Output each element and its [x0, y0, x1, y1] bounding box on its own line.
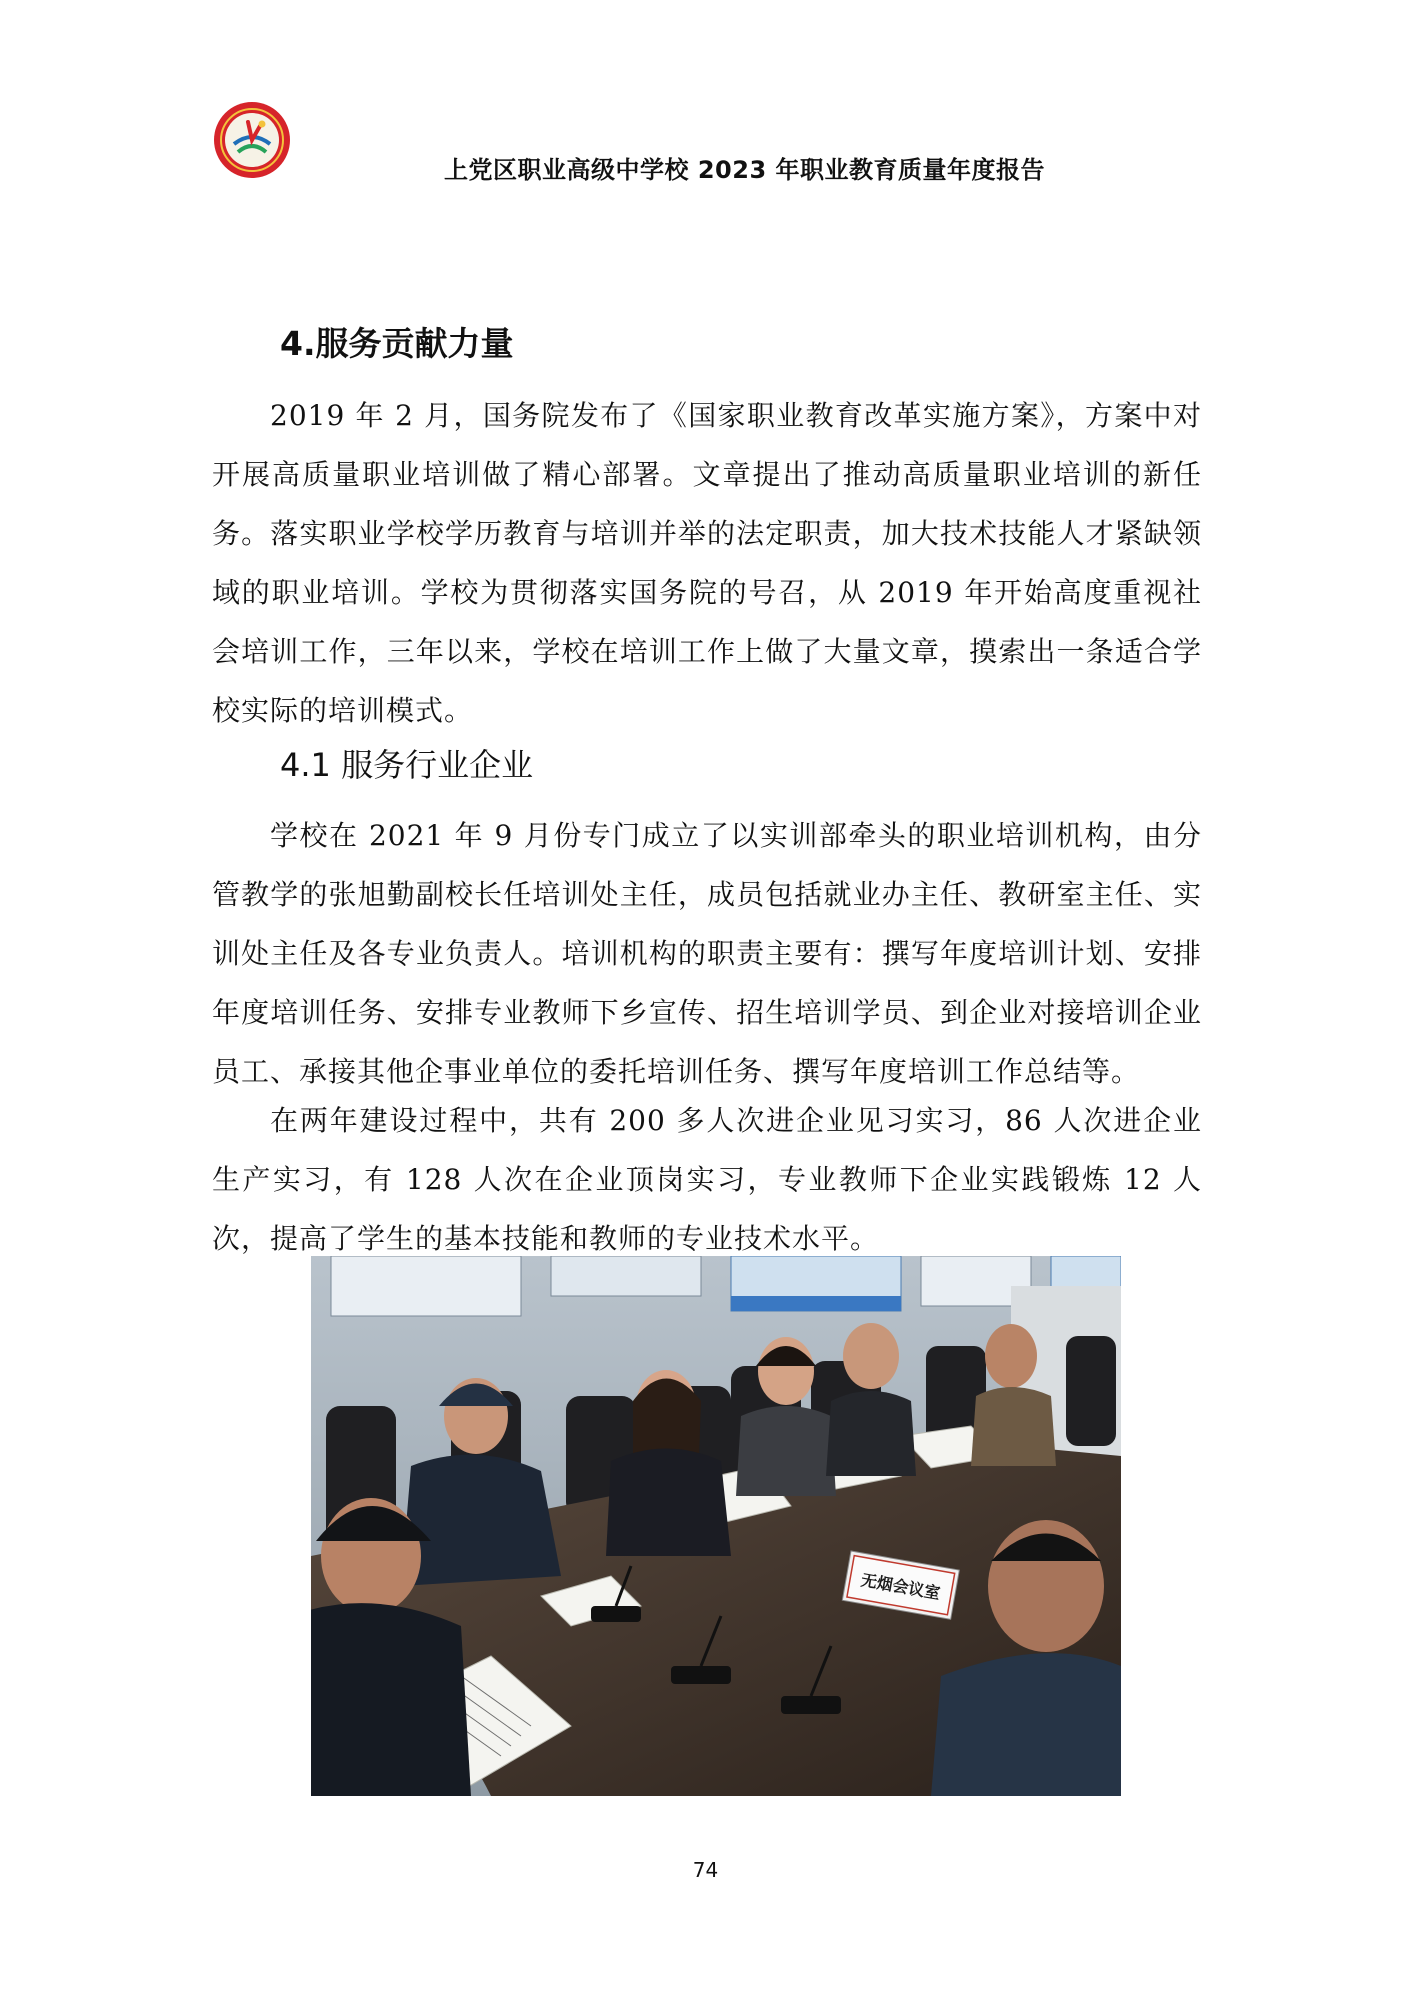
meeting-photo — [311, 1256, 1121, 1796]
table-sign-text: 无烟会议室 — [859, 1570, 942, 1603]
subsection-heading: 4.1 服务行业企业 — [280, 746, 534, 784]
section-heading: 4.服务贡献力量 — [280, 324, 514, 363]
meeting-photo-illustration — [311, 1256, 1121, 1796]
subsection-paragraph-2: 在两年建设过程中，共有 200 多人次进企业见习实习，86 人次进企业生产实习，有 128 人次在企业顶岗实习，专业教师下企业实践锻炼 12 人次，提高了学生的基本技能和教师的专业技术水平。 — [212, 1104, 1202, 1255]
header-divider — [212, 186, 1199, 187]
section-paragraph: 2019 年 2 月，国务院发布了《国家职业教育改革实施方案》，方案中对开展高质量职业培训做了精心部署。文章提出了推动高质量职业培训的新任务。落实职业学校学历教育与培训并举的法定职责，加大技术技能人才紧缺领域的职业培训。学校为贯彻落实国务院的号召，从 2019 年开始高度重视社会培训工作，三年以来，学校在培训工作上做了大量文章，摸索出一条适合学校实际的培训模式。 — [212, 399, 1202, 727]
header-title: 上党区职业高级中学校 2023 年职业教育质量年度报告 — [444, 156, 1046, 184]
school-emblem-icon — [212, 100, 292, 180]
page-number: 74 — [692, 1858, 719, 1882]
subsection-paragraph-1: 学校在 2021 年 9 月份专门成立了以实训部牵头的职业培训机构，由分管教学的张旭勤副校长任培训处主任，成员包括就业办主任、教研室主任、实训处主任及各专业负责人。培训机构的职责主要有：撰写年度培训计划、安排年度培训任务、安排专业教师下乡宣传、招生培训学员、到企业对接培训企业员工、承接其他企事业单位的委托培训任务、撰写年度培训工作总结等。 — [212, 819, 1202, 1088]
